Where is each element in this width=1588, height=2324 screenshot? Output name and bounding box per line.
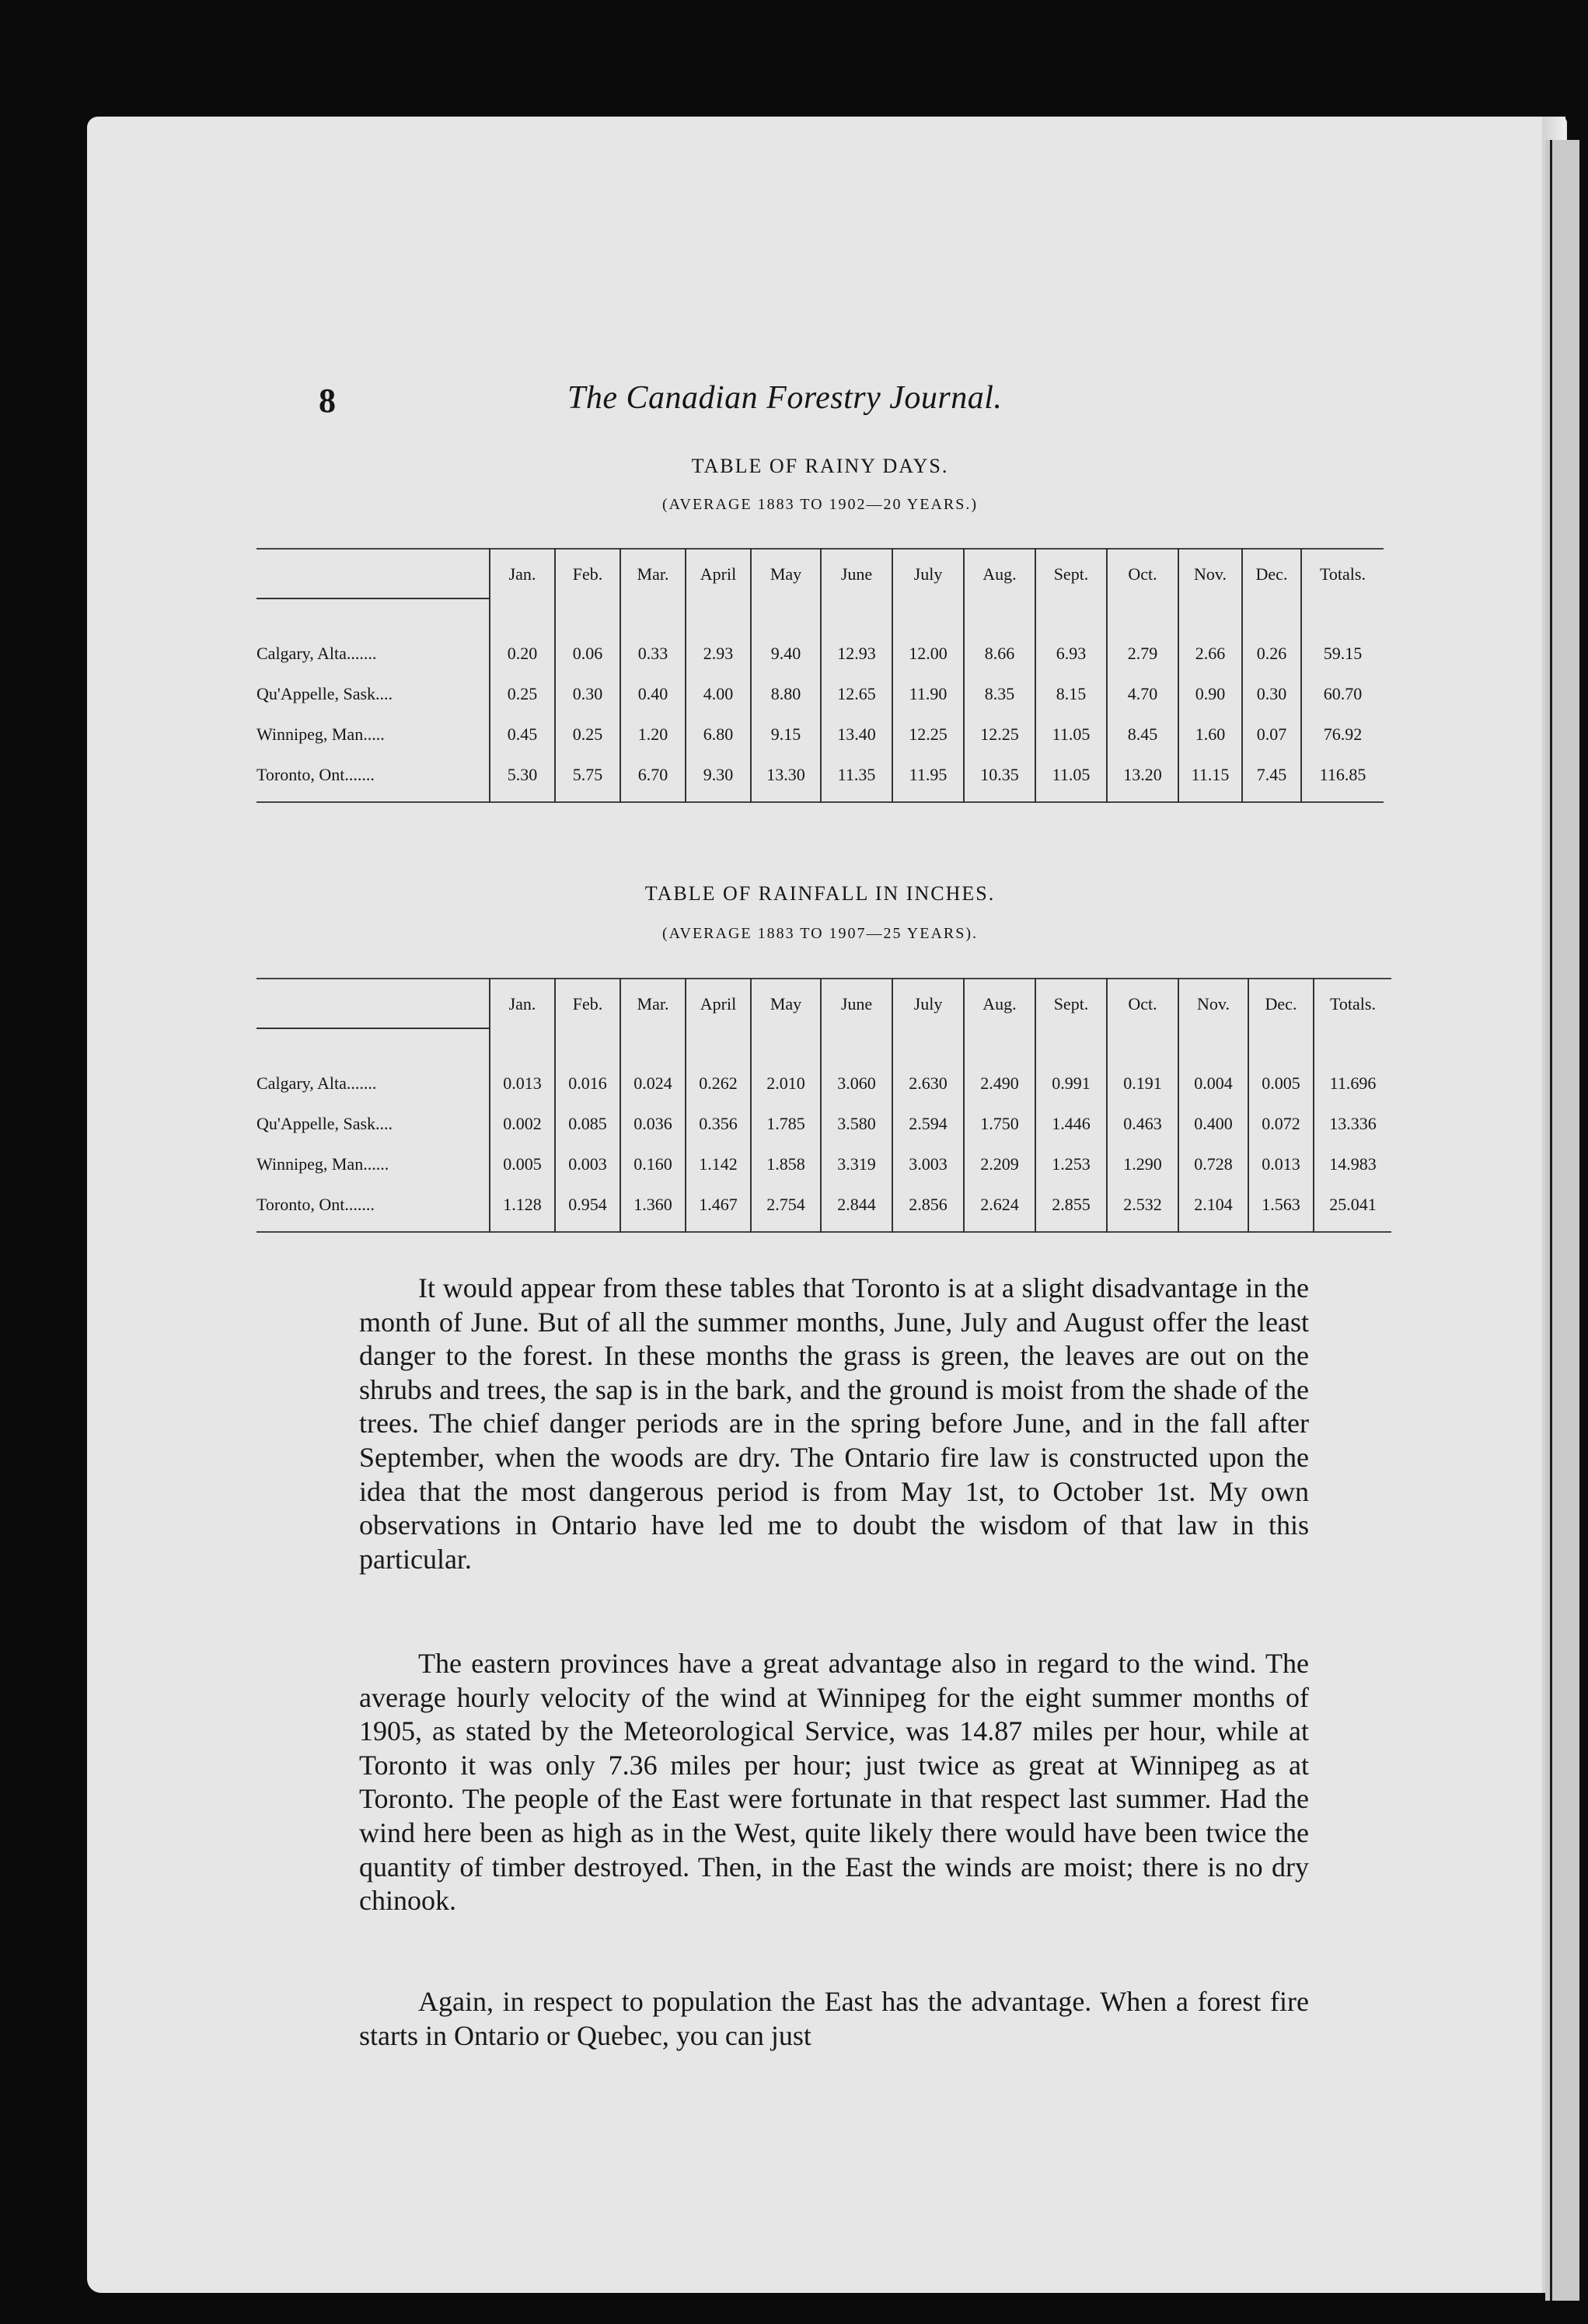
table-cell: 10.35: [964, 755, 1035, 802]
row-label: Toronto, Ont.......: [257, 1195, 375, 1214]
table-cell: 0.160: [620, 1144, 686, 1185]
table-cell: 11.05: [1035, 755, 1107, 802]
table-cell: 6.80: [686, 714, 751, 755]
table-cell: 0.954: [555, 1185, 620, 1232]
table-cell: 1.785: [751, 1104, 821, 1144]
column-header: Dec.: [1242, 549, 1301, 598]
table-cell: 0.005: [490, 1144, 555, 1185]
row-label: Winnipeg, Man......: [257, 1154, 389, 1174]
table-cell: 13.20: [1107, 755, 1178, 802]
table-cell: 4.00: [686, 674, 751, 714]
column-header: Sept.: [1035, 979, 1107, 1028]
table-cell: 0.90: [1178, 674, 1242, 714]
column-header: Jan.: [490, 979, 555, 1028]
column-header: April: [686, 979, 751, 1028]
row-label: Qu'Appelle, Sask....: [257, 1114, 393, 1133]
table-cell: 1.360: [620, 1185, 686, 1232]
table-cell: 6.70: [620, 755, 686, 802]
table-cell: 0.356: [686, 1104, 751, 1144]
column-header: July: [892, 979, 964, 1028]
table-cell: 12.00: [892, 633, 964, 674]
column-header: Dec.: [1248, 979, 1314, 1028]
table-row: [257, 1104, 1391, 1144]
table-cell: 4.70: [1107, 674, 1178, 714]
column-header: Totals.: [1301, 549, 1384, 598]
table-cell: 0.991: [1035, 1063, 1107, 1104]
table-cell: 2.754: [751, 1185, 821, 1232]
table-cell: 0.463: [1107, 1104, 1178, 1144]
table-cell: 0.191: [1107, 1063, 1178, 1104]
table-cell: 2.855: [1035, 1185, 1107, 1232]
table-cell: 9.40: [751, 633, 821, 674]
table-cell: 0.45: [490, 714, 555, 755]
table-cell: 1.446: [1035, 1104, 1107, 1144]
column-header: Nov.: [1178, 979, 1248, 1028]
column-header: June: [821, 979, 892, 1028]
table-cell: 59.15: [1301, 633, 1384, 674]
column-header: July: [892, 549, 964, 598]
table-cell: 2.844: [821, 1185, 892, 1232]
table-cell: 8.35: [964, 674, 1035, 714]
table-cell: 0.26: [1242, 633, 1301, 674]
table-cell: 8.80: [751, 674, 821, 714]
table-cell: 0.33: [620, 633, 686, 674]
table-cell: 0.085: [555, 1104, 620, 1144]
column-header: May: [751, 979, 821, 1028]
column-header: Aug.: [964, 549, 1035, 598]
table-cell: 1.253: [1035, 1144, 1107, 1185]
column-header: Sept.: [1035, 549, 1107, 598]
table-row: [257, 1185, 1391, 1232]
column-header: Mar.: [620, 979, 686, 1028]
table-cell: 8.15: [1035, 674, 1107, 714]
table-cell: 2.66: [1178, 633, 1242, 674]
table-cell: 12.25: [892, 714, 964, 755]
rainy-days-table: [257, 548, 1384, 808]
row-label: Toronto, Ont.......: [257, 765, 375, 784]
table-row: [257, 755, 1384, 802]
table-cell: 5.75: [555, 755, 620, 802]
column-header: Aug.: [964, 979, 1035, 1028]
column-header: May: [751, 549, 821, 598]
table-cell: 12.93: [821, 633, 892, 674]
table-cell: 1.467: [686, 1185, 751, 1232]
table-cell: 9.30: [686, 755, 751, 802]
rainfall-title: TABLE OF RAINFALL IN INCHES.: [644, 882, 996, 905]
table-cell: 2.594: [892, 1104, 964, 1144]
table-cell: 1.563: [1248, 1185, 1314, 1232]
page-number: 8: [319, 382, 336, 420]
rainy-days-title: TABLE OF RAINY DAYS.: [691, 455, 949, 477]
table-row: [257, 633, 1384, 674]
table-cell: 7.45: [1242, 755, 1301, 802]
table-cell: 3.003: [892, 1144, 964, 1185]
table-cell: 0.005: [1248, 1063, 1314, 1104]
body-paragraph-3: Again, in respect to population the East has the advantage. When a forest fire starts in Ontario or Quebec, you can just: [359, 1986, 1309, 2051]
table-cell: 0.30: [555, 674, 620, 714]
table-cell: 2.856: [892, 1185, 964, 1232]
table-cell: 2.010: [751, 1063, 821, 1104]
table-cell: 13.30: [751, 755, 821, 802]
body-paragraph-2: The eastern provinces have a great advantage also in regard to the wind. The average hourly velocity of the wind at Winnipeg for the eight summer months of 1905, as stated by the Meteorological Service, was 14.87 miles per hour, while at Toronto it was only 7.36 miles per hour; just twice as great at Winnipeg as at Toronto. The people of the East were fortunate in that respect last summer. Had the wind here been as high as in the West, quite likely there would have been twice the quantity of timber destroyed. Then, in the East the winds are moist; there is no dry chinook.: [359, 1648, 1309, 1917]
table-cell: 5.30: [490, 755, 555, 802]
body-paragraph-1: It would appear from these tables that Toronto is at a slight disadvantage in the month of June. But of all the summer months, June, July and August offer the least danger to the forest. In these months the grass is green, the leaves are out on the shrubs and trees, the sap is in the bark, and the ground is moist from the shade of the trees. The chief danger periods are in the spring before June, and in the fall after September, when the woods are dry. The Ontario fire law is constructed upon the idea that the most dangerous period is from May 1st, to October 1st. My own observations in Ontario have led me to doubt the wisdom of that law in this particular.: [359, 1272, 1309, 1575]
table-cell: 0.024: [620, 1063, 686, 1104]
column-header: Feb.: [555, 979, 620, 1028]
table-cell: 0.07: [1242, 714, 1301, 755]
table-cell: 3.060: [821, 1063, 892, 1104]
table-cell: 2.93: [686, 633, 751, 674]
journal-title: The Canadian Forestry Journal.: [567, 380, 1003, 416]
table-cell: 0.06: [555, 633, 620, 674]
row-label: Calgary, Alta.......: [257, 644, 377, 663]
column-header: June: [821, 549, 892, 598]
table-cell: 11.90: [892, 674, 964, 714]
table-cell: 2.532: [1107, 1185, 1178, 1232]
header-blank: [257, 549, 490, 598]
column-header: Oct.: [1107, 549, 1178, 598]
table-cell: 8.66: [964, 633, 1035, 674]
column-header: April: [686, 549, 751, 598]
table-cell: 11.15: [1178, 755, 1242, 802]
table-cell: 1.290: [1107, 1144, 1178, 1185]
table-cell: 12.65: [821, 674, 892, 714]
table-row: [257, 1144, 1391, 1185]
table-cell: 2.624: [964, 1185, 1035, 1232]
header-blank: [257, 979, 490, 1028]
table-cell: 0.40: [620, 674, 686, 714]
table-cell: 0.072: [1248, 1104, 1314, 1144]
table-cell: 11.696: [1314, 1063, 1391, 1104]
table-cell: 9.15: [751, 714, 821, 755]
table-cell: 11.95: [892, 755, 964, 802]
rainfall-table: [257, 978, 1391, 1237]
table-cell: 11.05: [1035, 714, 1107, 755]
table-cell: 1.60: [1178, 714, 1242, 755]
table-cell: 0.728: [1178, 1144, 1248, 1185]
table-cell: 25.041: [1314, 1185, 1391, 1232]
table-cell: 0.30: [1242, 674, 1301, 714]
table-cell: 0.25: [490, 674, 555, 714]
table-cell: 3.580: [821, 1104, 892, 1144]
table-cell: 2.79: [1107, 633, 1178, 674]
column-header: Feb.: [555, 549, 620, 598]
table-cell: 1.142: [686, 1144, 751, 1185]
table-cell: 6.93: [1035, 633, 1107, 674]
column-header: Jan.: [490, 549, 555, 598]
rainy-days-subtitle: (AVERAGE 1883 TO 1902—20 YEARS.): [661, 496, 979, 513]
adjacent-page-edge: [1545, 140, 1579, 2301]
table-cell: 0.013: [1248, 1144, 1314, 1185]
table-cell: 1.750: [964, 1104, 1035, 1144]
rainfall-subtitle: (AVERAGE 1883 TO 1907—25 YEARS).: [661, 925, 979, 942]
table-cell: 0.003: [555, 1144, 620, 1185]
table-cell: 0.004: [1178, 1063, 1248, 1104]
table-cell: 0.262: [686, 1063, 751, 1104]
column-header: Oct.: [1107, 979, 1178, 1028]
table-cell: 2.104: [1178, 1185, 1248, 1232]
table-cell: 14.983: [1314, 1144, 1391, 1185]
table-cell: 0.400: [1178, 1104, 1248, 1144]
table-row: [257, 1063, 1391, 1104]
table-cell: 76.92: [1301, 714, 1384, 755]
table-cell: 0.036: [620, 1104, 686, 1144]
table-cell: 0.002: [490, 1104, 555, 1144]
column-header: Mar.: [620, 549, 686, 598]
table-cell: 0.016: [555, 1063, 620, 1104]
table-cell: 1.20: [620, 714, 686, 755]
table-cell: 1.128: [490, 1185, 555, 1232]
table-cell: 8.45: [1107, 714, 1178, 755]
table-cell: 11.35: [821, 755, 892, 802]
table-cell: 13.336: [1314, 1104, 1391, 1144]
table-cell: 2.490: [964, 1063, 1035, 1104]
table-cell: 13.40: [821, 714, 892, 755]
table-cell: 3.319: [821, 1144, 892, 1185]
table-cell: 60.70: [1301, 674, 1384, 714]
table-cell: 0.20: [490, 633, 555, 674]
column-header: Totals.: [1314, 979, 1391, 1028]
column-header: Nov.: [1178, 549, 1242, 598]
table-cell: 2.209: [964, 1144, 1035, 1185]
row-label: Qu'Appelle, Sask....: [257, 684, 393, 703]
row-label: Winnipeg, Man.....: [257, 724, 385, 744]
table-cell: 0.25: [555, 714, 620, 755]
table-row: [257, 674, 1384, 714]
table-cell: 2.630: [892, 1063, 964, 1104]
table-row: [257, 714, 1384, 755]
table-cell: 0.013: [490, 1063, 555, 1104]
row-label: Calgary, Alta.......: [257, 1073, 377, 1093]
table-cell: 12.25: [964, 714, 1035, 755]
table-cell: 1.858: [751, 1144, 821, 1185]
table-cell: 116.85: [1301, 755, 1384, 802]
